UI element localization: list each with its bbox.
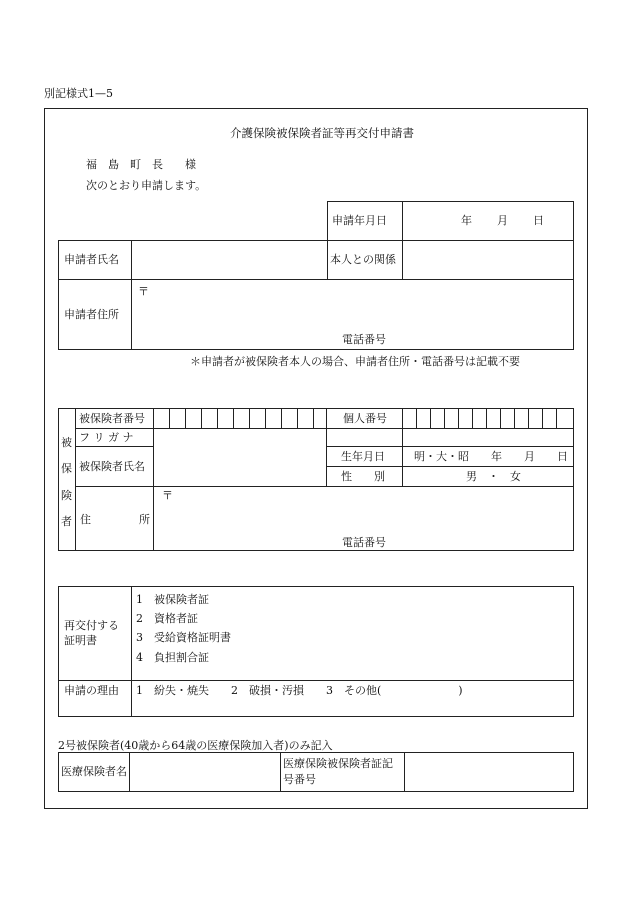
personal-number-label: 個人番号	[343, 412, 387, 425]
applicant-name-field[interactable]	[132, 241, 326, 279]
form-title: 介護保険被保険者証等再交付申請書	[230, 126, 414, 140]
date-day-unit: 日	[533, 214, 544, 227]
insured-name-label: 被保険者氏名	[79, 460, 145, 473]
reissue-option-3[interactable]: 3 受給資格証明書	[136, 631, 231, 644]
sex-value[interactable]: 男 ・ 女	[466, 470, 521, 483]
reason-options[interactable]: 1 紛失・焼失 2 破損・汚損 3 その他( )	[136, 684, 463, 697]
insured-number-label: 被保険者番号	[79, 412, 145, 425]
application-date-field[interactable]	[403, 202, 573, 240]
insured-phone-label: 電話番号	[342, 536, 386, 549]
date-month-unit: 月	[497, 214, 508, 227]
intro-text: 次のとおり申請します。	[86, 179, 207, 192]
applicant-address-field[interactable]	[132, 280, 573, 349]
insured-side-char-4: 者	[61, 515, 72, 528]
medical-insurance-number-label-line2: 号番号	[283, 773, 316, 786]
reissue-option-4[interactable]: 4 負担割合証	[136, 651, 209, 664]
relation-label: 本人との関係	[330, 253, 396, 266]
insured-address-field[interactable]	[154, 487, 573, 550]
insured-number-field[interactable]	[154, 409, 325, 428]
birthdate-value[interactable]: 明・大・昭 年 月 日	[414, 450, 568, 463]
address-label-char-1: 住	[80, 513, 91, 526]
insured-name-field[interactable]	[154, 447, 325, 486]
insured-side-char-1: 被	[61, 436, 72, 449]
medical-insurance-number-field[interactable]	[405, 753, 573, 791]
reissue-option-2[interactable]: 2 資格者証	[136, 612, 198, 625]
reason-label: 申請の理由	[64, 684, 119, 697]
applicant-name-label: 申請者氏名	[64, 253, 119, 266]
postal-mark: 〒	[138, 285, 149, 298]
application-date-label: 申請年月日	[332, 214, 387, 227]
note-text: ＊申請者が被保険者本人の場合、申請者住所・電話番号は記載不要	[190, 355, 520, 368]
reissue-label-line2: 証明書	[64, 634, 97, 647]
insured-side-char-2: 保	[61, 462, 72, 475]
address-label-char-2: 所	[139, 513, 150, 526]
furigana-field[interactable]	[154, 429, 325, 446]
personal-number-field[interactable]	[403, 409, 573, 428]
insured-side-char-3: 険	[61, 489, 72, 502]
sex-label: 性 別	[341, 470, 385, 483]
furigana-label: フ リ ガ ナ	[79, 431, 134, 444]
birthdate-label: 生年月日	[341, 450, 385, 463]
medical-insurance-number-label-line1: 医療保険被保険者証記	[283, 757, 393, 770]
type2-caption: 2号被保険者(40歳から64歳の医療保険加入者)のみ記入	[58, 739, 333, 752]
form-number: 別記様式1—5	[44, 87, 113, 100]
applicant-address-label: 申請者住所	[64, 308, 119, 321]
date-year-unit: 年	[461, 214, 472, 227]
relation-field[interactable]	[403, 241, 573, 279]
reissue-option-1[interactable]: 1 被保険者証	[136, 593, 209, 606]
insurer-name-field[interactable]	[130, 753, 279, 791]
addressee: 福 島 町 長 様	[86, 158, 196, 171]
insurer-name-label: 医療保険者名	[61, 765, 127, 778]
applicant-phone-label: 電話番号	[342, 333, 386, 346]
reissue-label-line1: 再交付する	[64, 619, 119, 632]
insured-postal-mark: 〒	[162, 489, 173, 502]
